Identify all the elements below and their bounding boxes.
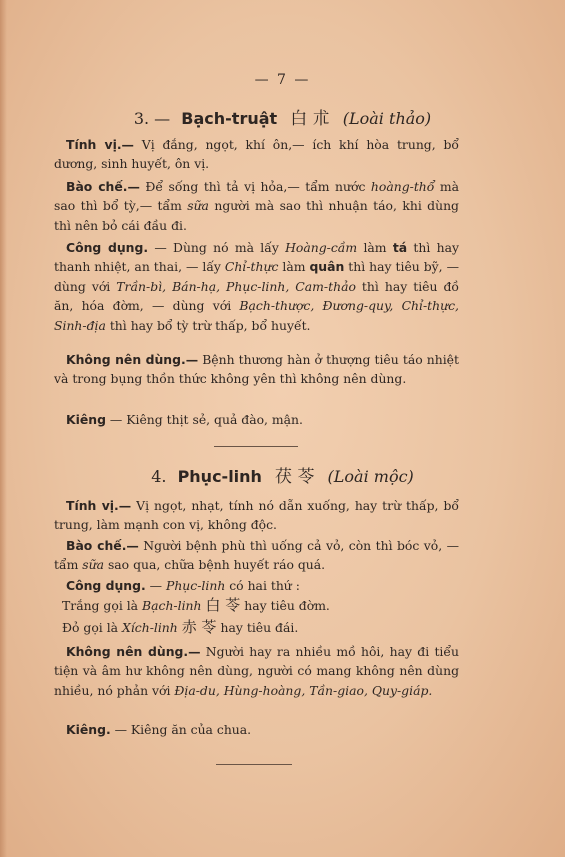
italic-term: Phục-linh <box>165 578 226 593</box>
text-bao-che: sao qua, chữa bệnh huyết ráo quá. <box>104 557 326 573</box>
chinese-term: 白 苓 <box>205 596 241 614</box>
text-tinh-vi: Vị ngọt, nhạt, tính nó dẫn xuống, hay trừ thấp, bổ trung, làm mạnh con vị, không độc. <box>54 498 459 533</box>
page-number: — 7 — <box>254 72 311 88</box>
label-kieng: Kiêng. <box>66 722 111 737</box>
italic-term: sữa <box>82 557 104 573</box>
herb-chinese-name: 白 朮 <box>290 109 330 129</box>
text-cong-dung: — Dùng nó mà lấy <box>148 240 286 255</box>
label-bao-che: Bào chế.— <box>66 179 140 194</box>
label-kieng: Kiêng <box>66 412 106 427</box>
paragraph-khong-nen-dung <box>54 642 459 700</box>
label-cong-dung: Công dụng. <box>66 578 146 593</box>
herb-name: Bạch-truật <box>181 109 278 128</box>
label-bao-che: Bào chế.— <box>66 538 139 553</box>
label-khong-nen-dung: Không nên dùng.— <box>66 352 199 367</box>
italic-term: Xích-linh <box>121 620 178 635</box>
italic-term: sữa <box>187 198 209 214</box>
paragraph-tinh-vi <box>54 496 459 535</box>
italic-term: hoàng-thổ <box>370 179 435 194</box>
label-tinh-vi: Tính vị.— <box>66 498 132 513</box>
section-number: 3. — <box>133 109 171 128</box>
text-kieng: — Kiêng thịt sẻ, quả đào, mận. <box>105 412 303 427</box>
text-kieng: — Kiêng ăn của chua. <box>110 722 252 737</box>
paragraph-cong-dung <box>54 238 459 335</box>
paragraph-kieng <box>54 410 459 429</box>
text-cong-dung: thì hay tiêu bỹ, — dùng với <box>54 259 459 294</box>
section-divider <box>216 764 292 765</box>
text-bao-che: Để sống thì tả vị hỏa,— tẩm nước <box>139 179 371 194</box>
line-bach-linh <box>62 596 462 615</box>
text-cong-dung: thì hay tiêu đồ ăn, hóa đờm, — dùng với <box>54 278 460 314</box>
paragraph-bao-che <box>54 177 459 235</box>
italic-term: Hoàng-cầm <box>285 240 358 255</box>
bold-term: tá <box>392 240 408 255</box>
paragraph-cong-dung <box>54 576 459 595</box>
label-cong-dung: Công dụng. <box>66 240 149 255</box>
text-cong-dung: có hai thứ : <box>225 578 300 593</box>
chinese-term: 赤 苓 <box>181 618 217 636</box>
label-khong-nen-dung: Không nên dùng.— <box>66 644 201 659</box>
text-cong-dung: — <box>145 578 166 593</box>
text-cong-dung: thì hay bổ tỳ trừ thấp, bổ huyết. <box>105 317 311 333</box>
paragraph-khong-nen-dung <box>54 350 459 389</box>
paragraph-tinh-vi <box>54 135 459 174</box>
text-tinh-vi: Vị đắng, ngọt, khí ôn,— ích khí hòa trung, bổ dương, sinh huyết, ôn vị. <box>54 137 460 172</box>
paragraph-kieng <box>54 720 459 739</box>
herb-chinese-name: 茯 苓 <box>275 467 315 487</box>
text-bao-che: mà sao thì bổ tỳ,— tẩm <box>54 179 459 214</box>
text-bao-che: người mà sao thì nhuận táo, khi dùng thì nên bỏ cái đầu đi. <box>54 198 459 233</box>
italic-term: Bạch-thược, Đương-quy, Chỉ-thực, Sinh-địa <box>54 298 459 333</box>
text-bao-che: Người bệnh phù thì uống cả vỏ, còn thì bóc vỏ, — tẩm <box>54 538 459 573</box>
text-khong-nen-dung: Bệnh thương hàn ở thượng tiêu táo nhiệt và trong bụng thồn thức không yên thì không nên dùng. <box>54 352 459 387</box>
bold-term: quân <box>309 259 345 275</box>
italic-term: Chỉ-thực <box>224 259 279 275</box>
section-heading-bach-truat <box>0 104 565 129</box>
text-cong-dung: thì hay thanh nhiệt, an thai, — lấy <box>54 240 459 275</box>
italic-term: Trần-bì, Bán-hạ, Phục-linh, Cam-thảo <box>116 278 356 294</box>
text-line: Đỏ gọi là <box>62 620 122 635</box>
italic-term: Bạch-linh <box>142 598 202 613</box>
herb-kind: (Loài mộc) <box>327 467 414 486</box>
section-number: 4. <box>151 467 167 486</box>
text-khong-nen-dung: Người hay ra nhiều mồ hôi, hay đi tiểu tiện và âm hư không nên dùng, người có mang không nên dùng nhiều, nó phản với <box>54 644 460 698</box>
line-xich-linh <box>62 618 462 637</box>
paragraph-bao-che <box>54 536 459 575</box>
herb-name: Phục-linh <box>177 467 262 486</box>
label-tinh-vi: Tính vị.— <box>66 137 134 152</box>
section-divider <box>214 446 298 447</box>
herb-kind: (Loài thảo) <box>342 109 432 128</box>
text-line: Trắng gọi là <box>62 598 143 613</box>
text-cong-dung: làm <box>278 259 310 275</box>
section-heading-phuc-linh <box>0 462 565 487</box>
text-line: hay tiêu đái. <box>220 620 299 635</box>
text-cong-dung: làm <box>357 240 393 255</box>
text-line: hay tiêu đờm. <box>244 598 330 613</box>
italic-term: Địa-du, Hùng-hoàng, Tần-giao, Quy-giáp. <box>174 682 433 698</box>
